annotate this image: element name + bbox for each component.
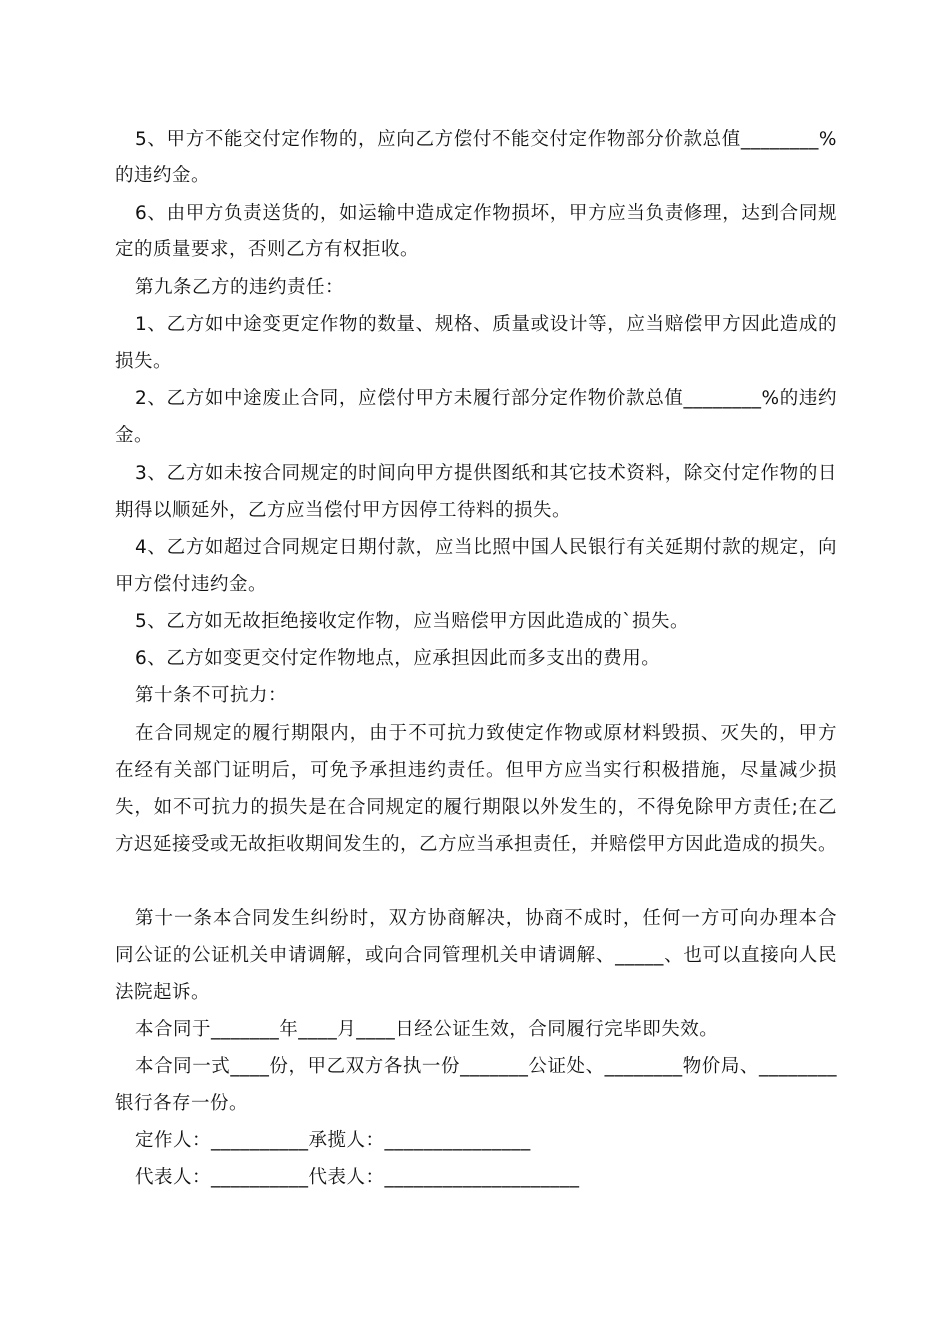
clause-10-body-line-4: 方迟延接受或无故拒收期间发生的，乙方应当承担责任，并赔偿甲方因此造成的损失。 [115, 834, 838, 855]
clause-8-item-5-line-2: 的违约金。 [115, 165, 211, 186]
clause-8-item-5-line-1: 5、甲方不能交付定作物的，应向乙方偿付不能交付定作物部分价款总值________% [135, 129, 837, 150]
clause-9-item-2-line-2: 金。 [115, 425, 154, 446]
signature-party-line: 定作人：__________承揽人：_______________ [135, 1130, 531, 1151]
clause-9-item-1-line-2: 损失。 [115, 351, 173, 372]
clause-11-line-2: 同公证的公证机关申请调解，或向合同管理机关申请调解、_____、也可以直接向人民 [115, 945, 837, 966]
clause-10-body-line-2: 在经有关部门证明后，可免予承担违约责任。但甲方应当实行积极措施，尽量减少损 [115, 760, 837, 781]
clause-10-heading: 第十条不可抗力： [135, 685, 288, 706]
clause-10-body-line-1: 在合同规定的履行期限内，由于不可抗力致使定作物或原材料毁损、灭失的，甲方 [135, 723, 837, 744]
clause-9-item-4-line-1: 4、乙方如超过合同规定日期付款，应当比照中国人民银行有关延期付款的规定，向 [135, 537, 837, 558]
clause-8-item-6-line-2: 定的质量要求，否则乙方有权拒收。 [115, 239, 420, 260]
clause-11-line-1: 第十一条本合同发生纠纷时，双方协商解决，协商不成时，任何一方可向办理本合 [135, 908, 837, 929]
clause-9-item-2-line-1: 2、乙方如中途废止合同，应偿付甲方未履行部分定作物价款总值________%的违约 [135, 388, 837, 409]
effective-date-line: 本合同于_______年____月____日经公证生效，合同履行完毕即失效。 [135, 1019, 719, 1040]
clause-9-item-1-line-1: 1、乙方如中途变更定作物的数量、规格、质量或设计等，应当赔偿甲方因此造成的 [135, 314, 837, 335]
signature-representative-line: 代表人：__________代表人：____________________ [135, 1167, 580, 1188]
clause-9-item-3-line-2: 期得以顺延外，乙方应当偿付甲方因停工待料的损失。 [115, 500, 572, 521]
clause-9-item-4-line-2: 甲方偿付违约金。 [115, 574, 268, 595]
clause-8-item-6-line-1: 6、由甲方负责送货的，如运输中造成定作物损坏，甲方应当负责修理，达到合同规 [135, 203, 837, 224]
clause-9-item-3-line-1: 3、乙方如未按合同规定的时间向甲方提供图纸和其它技术资料，除交付定作物的日 [135, 463, 837, 484]
clause-10-body-line-3: 失，如不可抗力的损失是在合同规定的履行期限以外发生的，不得免除甲方责任;在乙 [115, 797, 837, 818]
clause-9-item-6: 6、乙方如变更交付定作物地点，应承担因此而多支出的费用。 [135, 648, 661, 669]
clause-11-line-3: 法院起诉。 [115, 982, 211, 1003]
clause-9-heading: 第九条乙方的违约责任： [135, 277, 345, 298]
copies-line-2: 银行各存一份。 [115, 1093, 249, 1114]
clause-9-item-5: 5、乙方如无故拒绝接收定作物，应当赔偿甲方因此造成的`损失。 [135, 611, 690, 632]
copies-line-1: 本合同一式____份，甲乙双方各执一份_______公证处、________物价局、________ [135, 1056, 837, 1077]
